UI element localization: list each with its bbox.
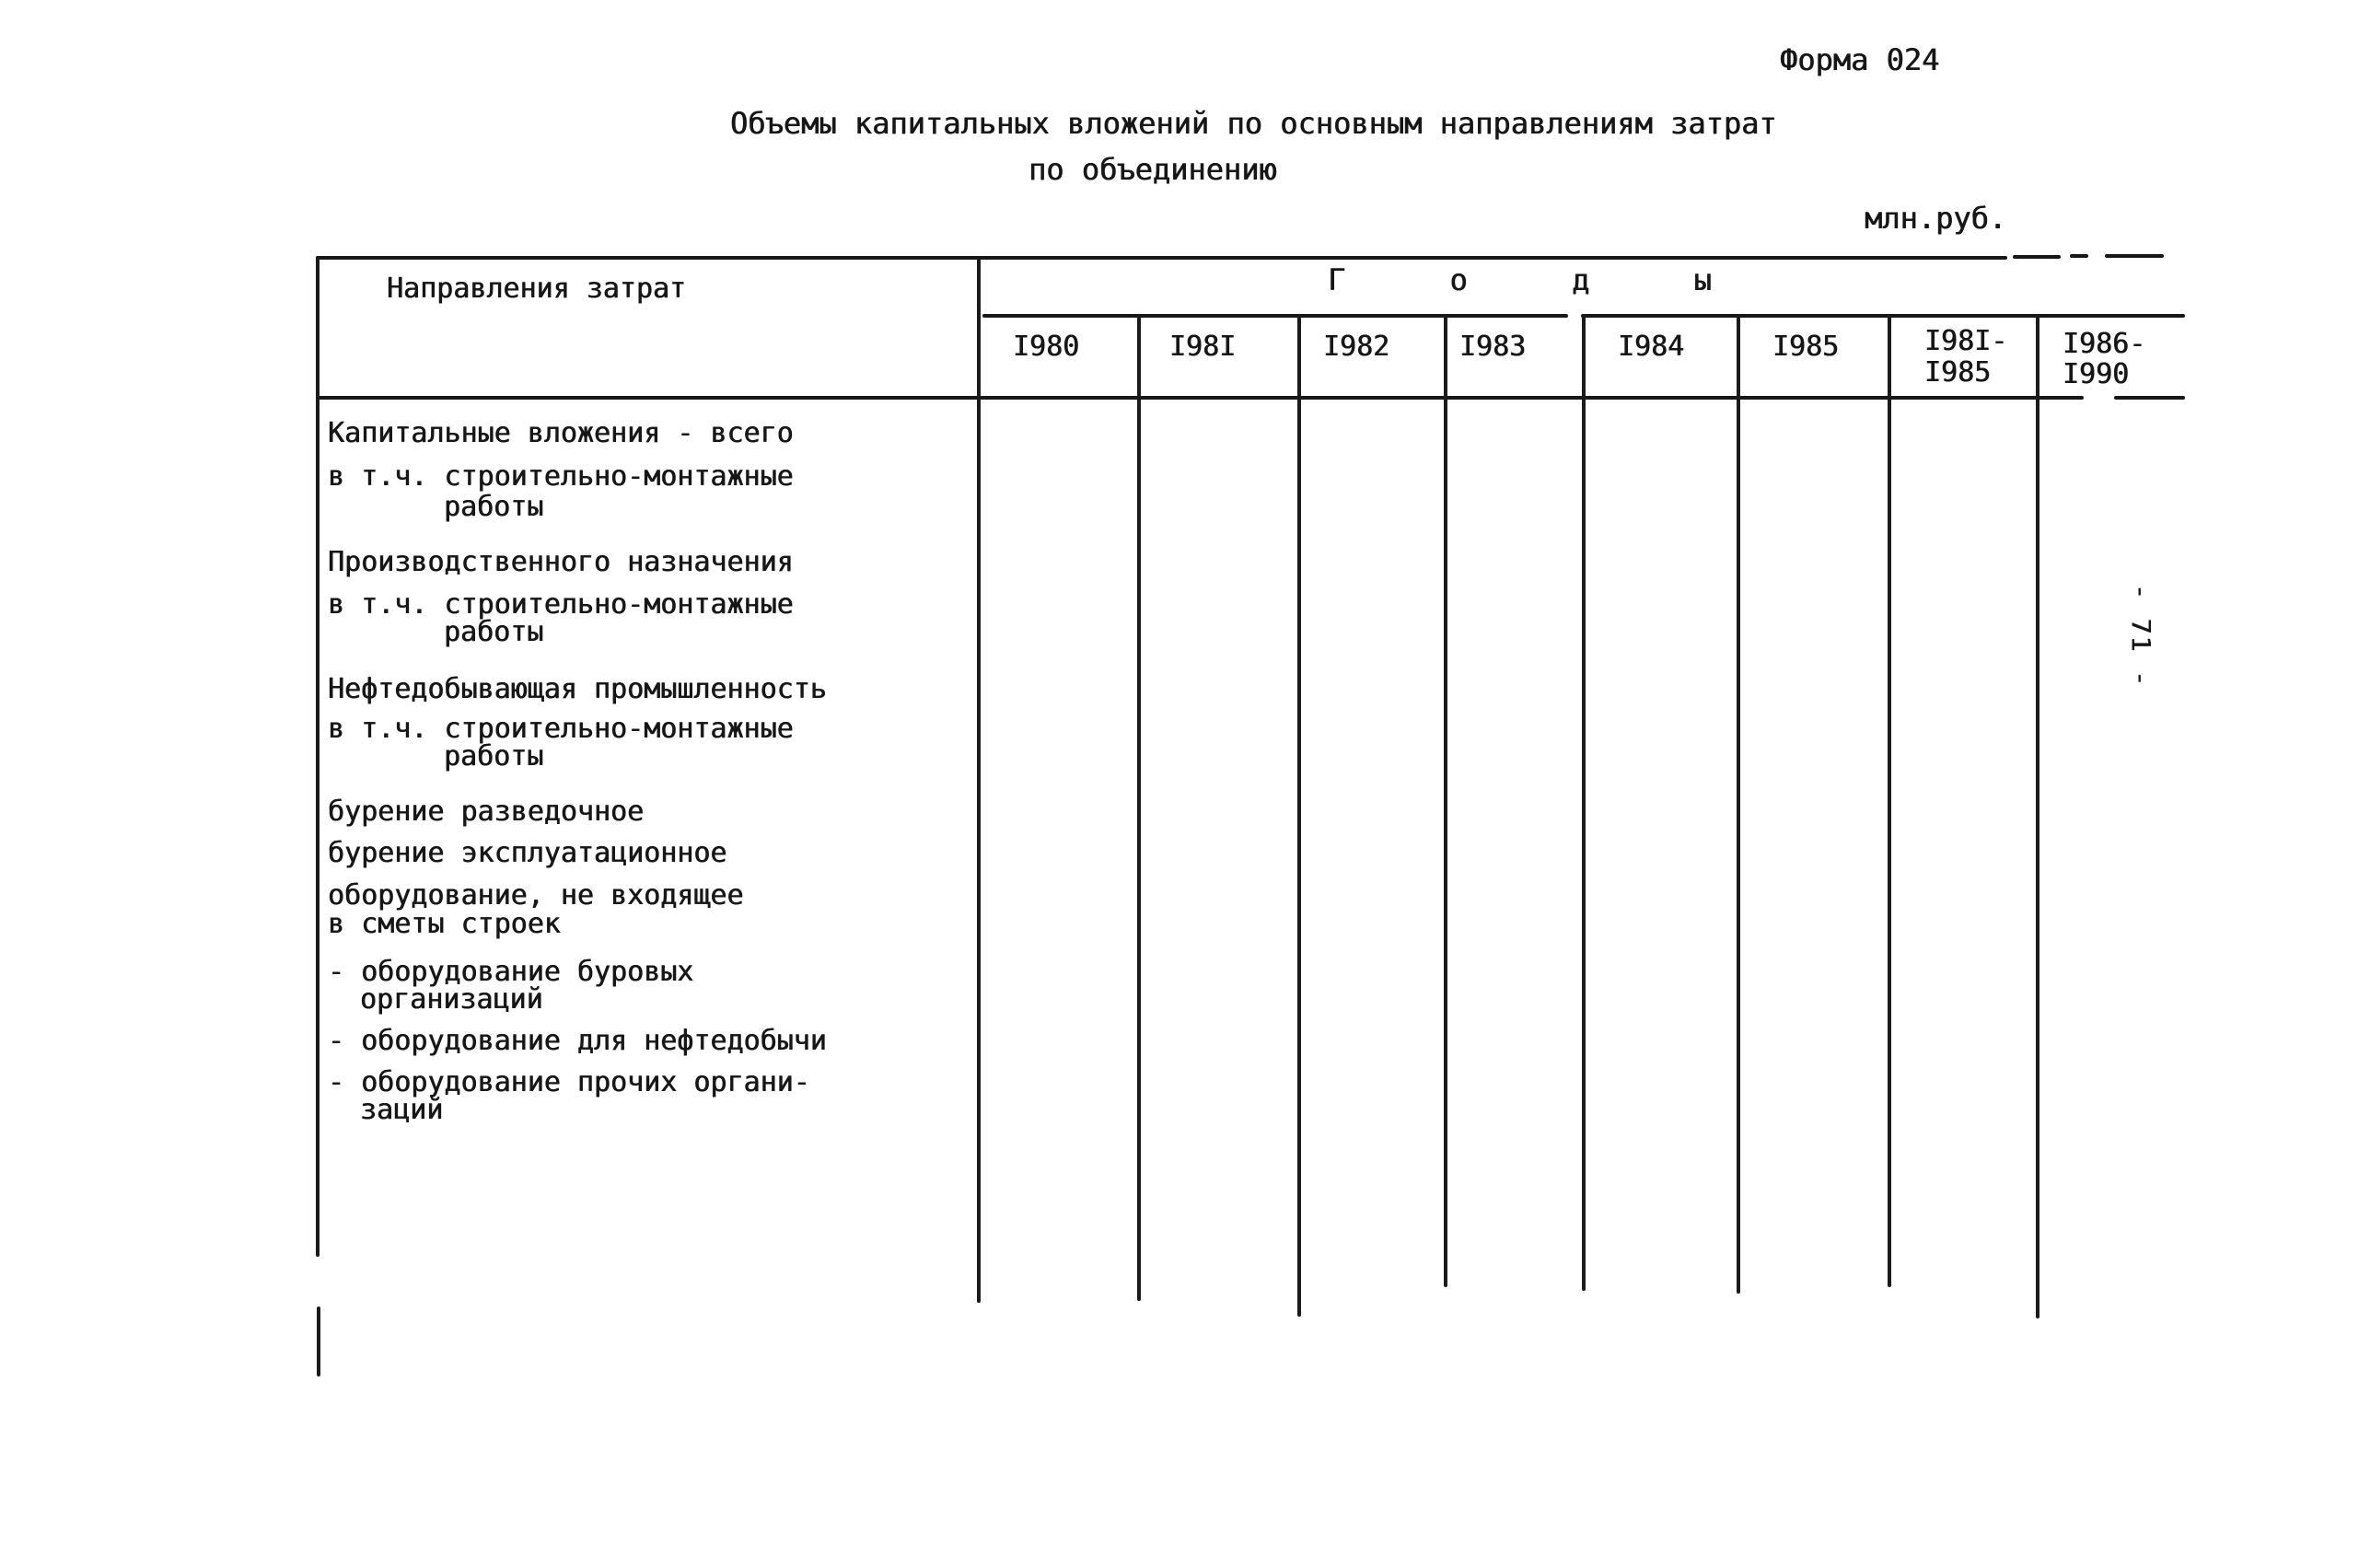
table-top-border — [316, 256, 2007, 260]
row-label-continuation: работы — [444, 616, 544, 648]
years-group-underline — [982, 314, 1568, 318]
year-column-header: I982 — [1323, 331, 1390, 363]
form-number: Форма 024 — [1780, 42, 1940, 77]
years-group-underline — [1581, 314, 2185, 318]
row-label-continuation: организаций — [360, 983, 543, 1016]
row-label: в т.ч. строительно-монтажные — [328, 460, 794, 493]
row-label: Капитальные вложения - всего — [328, 417, 794, 449]
table-left-border — [317, 1307, 320, 1376]
year-column-header: I980 — [1013, 331, 1080, 363]
period-column-header: I985 — [1924, 356, 1992, 389]
column-divider — [977, 256, 981, 1303]
row-label-continuation: работы — [444, 740, 544, 772]
period-column-header: I98I- — [1924, 325, 2008, 357]
table-left-border — [316, 256, 320, 1257]
column-divider — [1137, 314, 1141, 1301]
period-column-header: I986- — [2063, 328, 2146, 360]
side-page-number: - 71 - — [2126, 584, 2156, 689]
table-top-border-dash — [2070, 254, 2088, 258]
document-title-line-2: по объединению — [1028, 152, 1277, 187]
row-label: - оборудование для нефтедобычи — [328, 1025, 827, 1057]
row-label: бурение разведочное — [328, 796, 645, 828]
column-divider — [1297, 314, 1301, 1317]
column-divider — [1737, 314, 1740, 1294]
row-label-continuation: в сметы строек — [328, 908, 561, 940]
unit-note: млн.руб. — [1865, 201, 2007, 236]
column-divider — [1888, 314, 1891, 1287]
row-label-continuation: работы — [444, 491, 544, 523]
column-divider — [1582, 314, 1586, 1291]
year-column-header: I984 — [1618, 331, 1685, 363]
row-label: в т.ч. строительно-монтажные — [328, 713, 794, 745]
year-column-header: I98I — [1169, 331, 1237, 363]
row-label: бурение эксплуатационное — [328, 837, 727, 869]
row-label-continuation: заций — [360, 1094, 444, 1126]
years-group-header: Г о д ы — [1328, 262, 1755, 297]
stub-header: Направления затрат — [387, 273, 687, 305]
table-top-border-dash — [2105, 254, 2164, 258]
header-bottom-rule — [316, 396, 2084, 400]
year-column-header: I985 — [1772, 331, 1840, 363]
year-column-header: I983 — [1459, 331, 1527, 363]
row-label: Нефтедобывающая промышленность — [328, 673, 827, 705]
table-top-border-dash — [2013, 255, 2061, 259]
column-divider — [2036, 314, 2039, 1318]
period-column-header: I990 — [2063, 358, 2130, 390]
row-label: оборудование, не входящее — [328, 879, 744, 912]
row-label: в т.ч. строительно-монтажные — [328, 588, 794, 621]
document-title-line-1: Объемы капитальных вложений по основным направлениям затрат — [730, 106, 1777, 141]
column-divider — [1444, 314, 1447, 1287]
header-bottom-rule — [2114, 396, 2185, 400]
row-label: - оборудование буровых — [328, 956, 694, 988]
row-label: - оборудование прочих органи- — [328, 1066, 810, 1098]
row-label: Производственного назначения — [328, 546, 794, 578]
